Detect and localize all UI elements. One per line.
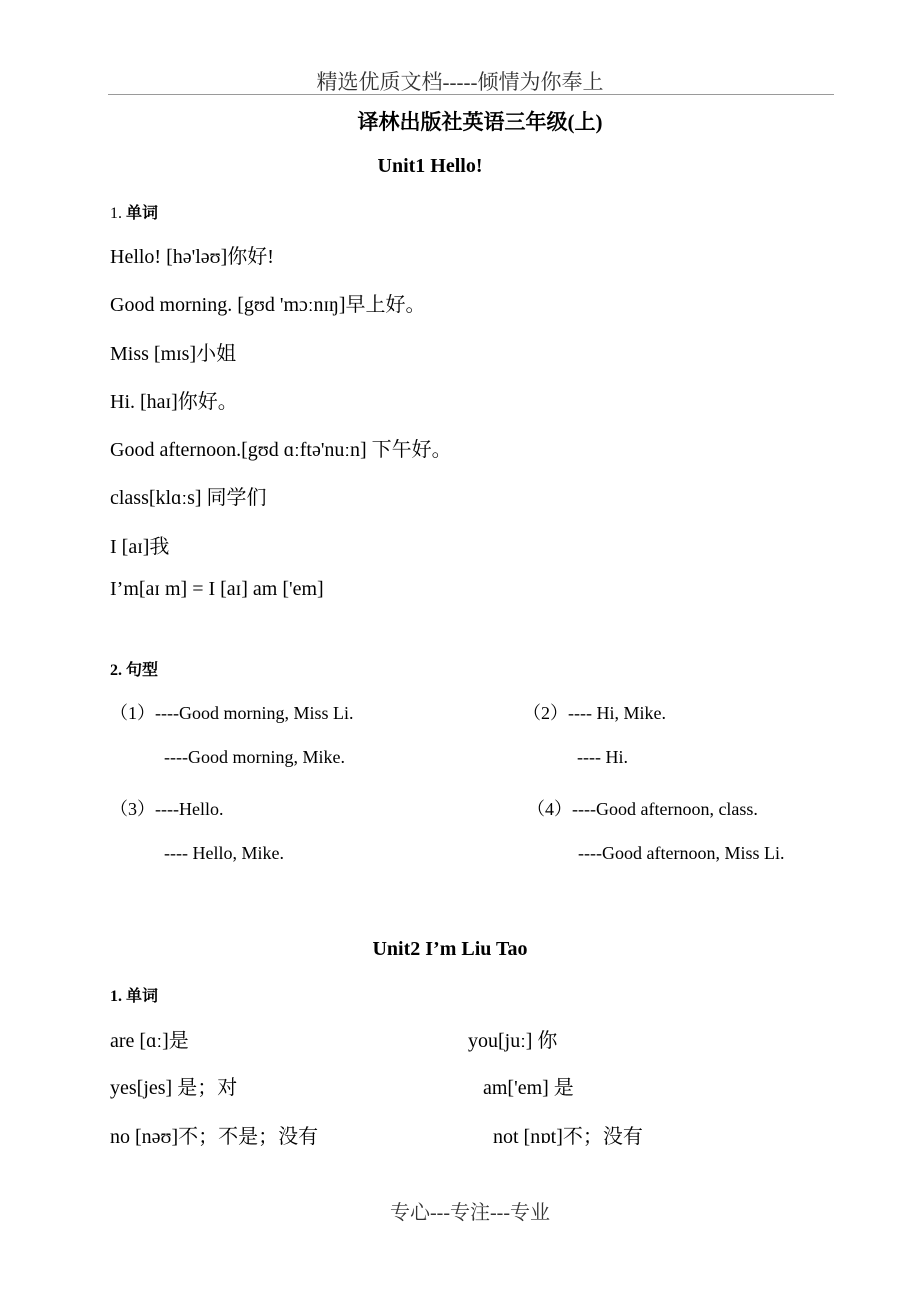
unit1-words-heading — [110, 200, 158, 223]
unit2-words-heading-number: 1. — [110, 988, 122, 1005]
vocab-item: Good morning. [gʊd 'mɔːnɪŋ]早上好。 — [110, 294, 426, 316]
vocab-item: you[juː] 你 — [468, 1030, 558, 1052]
unit1-title: Unit1 Hello! — [377, 155, 483, 177]
vocab-item: class[klɑːs] 同学们 — [110, 487, 267, 509]
dialog-4-answer: ----Good afternoon, Miss Li. — [578, 843, 785, 863]
dialog-3-question: （3）----Hello. — [110, 799, 224, 819]
unit1-sentences-heading-label: 句型 — [126, 662, 159, 679]
vocab-item: am['em] 是 — [483, 1077, 574, 1099]
dialog-4-question: （4）----Good afternoon, class. — [527, 799, 758, 819]
vocab-item: yes[jes] 是；对 — [110, 1077, 238, 1099]
vocab-item: Good afternoon.[gʊd ɑːftə'nuːn] 下午好。 — [110, 439, 452, 461]
unit1-sentences-heading — [110, 657, 158, 680]
dialog-2-question: （2）---- Hi, Mike. — [523, 703, 666, 723]
vocab-item: not [nɒt]不；没有 — [493, 1126, 643, 1148]
dialog-2-answer: ---- Hi. — [577, 747, 628, 767]
vocab-item: I [aɪ]我 — [110, 536, 170, 558]
document-title: 译林出版社英语三年级(上) — [357, 110, 603, 134]
page-header-text: 精选优质文档-----倾情为你奉上 — [316, 70, 604, 94]
unit2-words-heading — [110, 983, 158, 1006]
unit2-words-heading-label: 单词 — [126, 988, 159, 1005]
vocab-item: no [nəʊ]不；不是；没有 — [110, 1126, 319, 1148]
unit2-title: Unit2 I’m Liu Tao — [372, 938, 528, 960]
vocab-item: are [ɑː]是 — [110, 1030, 189, 1052]
unit1-sentences-heading-number: 2. — [110, 662, 122, 679]
header-divider — [108, 94, 834, 95]
dialog-1-question: （1）----Good morning, Miss Li. — [110, 703, 354, 723]
dialog-3-answer: ---- Hello, Mike. — [164, 843, 284, 863]
vocab-item: Miss [mɪs]小姐 — [110, 343, 237, 365]
vocab-item: Hello! [hə'ləʊ]你好! — [110, 246, 274, 268]
dialog-1-answer: ----Good morning, Mike. — [164, 747, 345, 767]
unit1-words-heading-label: 单词 — [126, 205, 159, 222]
page-footer-text: 专心---专注---专业 — [390, 1202, 550, 1224]
vocab-item: Hi. [haɪ]你好。 — [110, 391, 238, 413]
unit1-words-heading-number: 1. — [110, 205, 122, 222]
vocab-item: I’m[aɪ m] = I [aɪ] am ['em] — [110, 578, 324, 600]
